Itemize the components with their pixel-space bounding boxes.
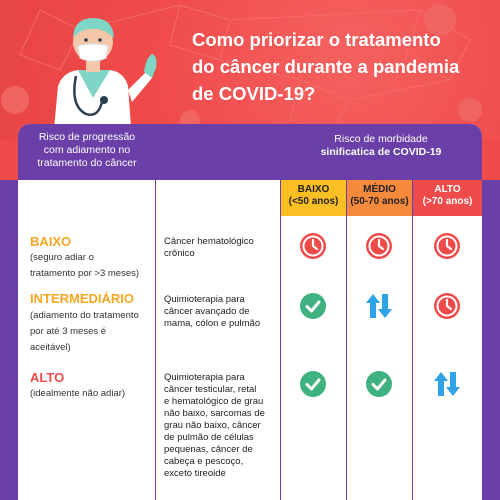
header-line: com adiamento no — [43, 144, 131, 156]
check-icon — [299, 292, 327, 320]
risk-level-intermediate: INTERMEDIÁRIO — [30, 291, 134, 306]
doctor-illustration-icon — [18, 6, 168, 140]
column-label: MÉDIO — [363, 184, 396, 195]
risk-level-high: ALTO — [30, 370, 65, 385]
treatment-line: pequenas, câncer de — [164, 444, 253, 455]
treatment-cell — [164, 294, 276, 330]
column-header-medium — [347, 180, 412, 216]
column-sublabel: (<50 anos) — [288, 196, 339, 207]
treatment-line: não baixo, sarcomas de — [164, 408, 265, 419]
treatment-line: Câncer hematológico — [164, 236, 254, 247]
treatment-cell — [164, 236, 276, 260]
column-sublabel: (>70 anos) — [422, 196, 473, 207]
up-down-arrows-icon — [365, 292, 393, 320]
column-label: ALTO — [434, 184, 461, 195]
morbidity-risk-header — [280, 124, 482, 180]
risk-description — [30, 308, 160, 356]
description-line: aceitável) — [30, 342, 71, 353]
check-icon — [365, 370, 393, 398]
treatment-line: crônico — [164, 248, 195, 259]
treatment-line: exceto tireoide — [164, 468, 226, 479]
column-header-high — [413, 180, 482, 216]
description-line: por até 3 meses é — [30, 326, 107, 337]
up-down-arrows-icon — [433, 370, 461, 398]
column-divider — [412, 180, 413, 500]
treatment-line: câncer avançado de — [164, 306, 250, 317]
description-line: tratamento por >3 meses) — [30, 268, 140, 279]
clock-icon — [433, 292, 461, 320]
column-divider — [280, 180, 281, 500]
treatment-line: e hematológico de grau — [164, 396, 264, 407]
check-icon — [299, 370, 327, 398]
treatment-line: Quimioterapia para — [164, 294, 245, 305]
header-line: tratamento do câncer — [37, 157, 137, 169]
treatment-cell — [164, 372, 276, 480]
treatment-line: grau não baixo, câncer — [164, 420, 261, 431]
risk-description — [30, 386, 160, 402]
treatment-line: mama, cólon e pulmão — [164, 318, 261, 329]
column-sublabel: (50-70 anos) — [350, 196, 409, 207]
page-title — [192, 26, 492, 107]
title-line-3: de COVID-19? — [192, 83, 316, 104]
header-line: Risco de progressão — [38, 131, 136, 143]
priority-table — [18, 124, 482, 500]
treatment-line: cabeça e pescoço, — [164, 456, 244, 467]
risk-description — [30, 250, 160, 282]
table-header — [18, 124, 482, 180]
column-divider — [346, 180, 347, 500]
description-line: (seguro adiar o — [30, 252, 94, 263]
risk-level-low: BAIXO — [30, 234, 72, 249]
header-banner — [0, 0, 500, 140]
header-line-bold: sinificatica de COVID-19 — [320, 146, 442, 158]
column-header-low — [281, 180, 346, 216]
clock-icon — [365, 232, 393, 260]
description-line: (idealmente não adiar) — [30, 388, 126, 399]
clock-icon — [433, 232, 461, 260]
treatment-line: Quimioterapia para — [164, 372, 245, 383]
description-line: (adiamento do tratamento — [30, 310, 139, 321]
column-label: BAIXO — [297, 184, 330, 195]
treatment-line: de pulmão de células — [164, 432, 254, 443]
clock-icon — [299, 232, 327, 260]
header-line: Risco de morbidade — [334, 133, 428, 145]
title-line-1: Como priorizar o tratamento — [192, 29, 441, 50]
progression-risk-header — [18, 124, 156, 180]
title-line-2: do câncer durante a pandemia — [192, 56, 460, 77]
treatment-line: câncer testicular, retal — [164, 384, 257, 395]
